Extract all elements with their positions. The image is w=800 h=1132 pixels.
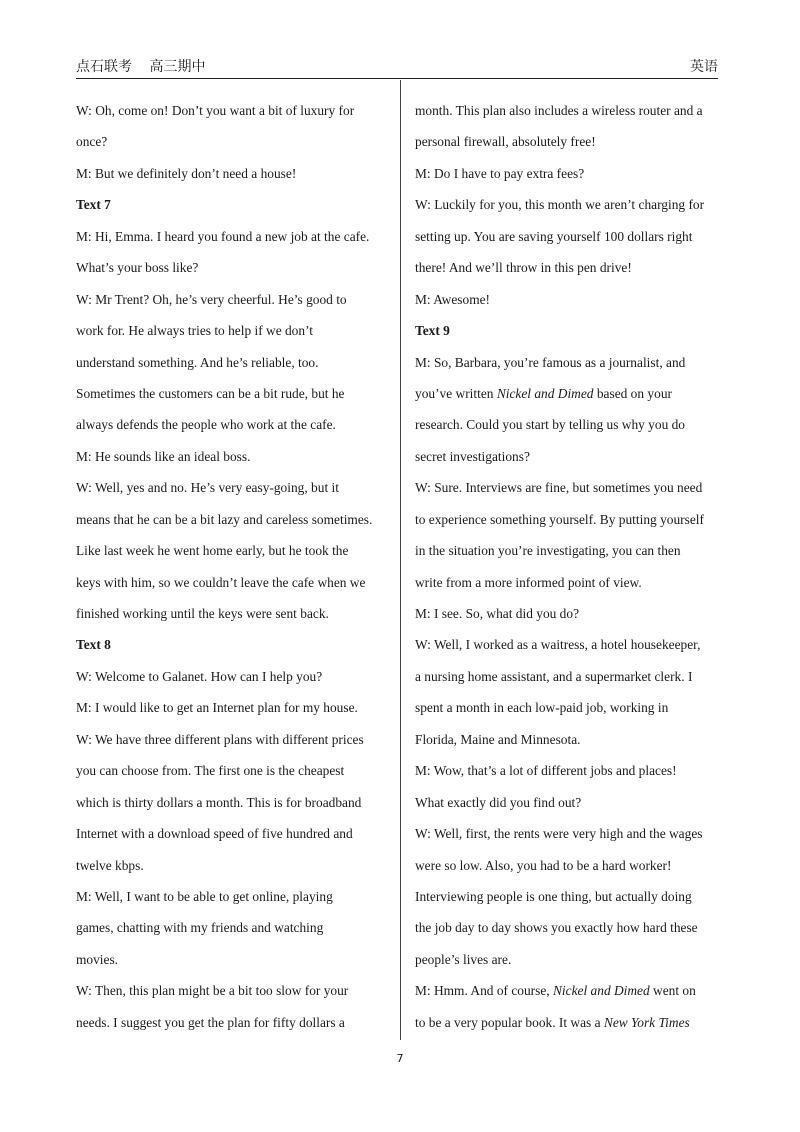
text-line: W: Well, yes and no. He’s very easy-going, but it: [76, 480, 339, 496]
text-line: W: Sure. Interviews are fine, but sometimes you need: [415, 480, 703, 496]
text-line: month. This plan also includes a wireless router and a: [415, 103, 703, 118]
text-line: spent a month in each low-paid job, working in: [415, 700, 669, 716]
page-number: 7: [396, 1052, 404, 1065]
text-line: always defends the people who work at the cafe.: [76, 417, 336, 433]
text-line: [415, 975, 725, 1006]
section-heading: Text 9: [415, 323, 450, 339]
text-line: needs. I suggest you get the plan for fifty dollars a: [76, 1014, 345, 1030]
text-line: W: Luckily for you, this month we aren’t charging for: [415, 197, 705, 213]
text-line: finished working until the keys were sent back.: [76, 606, 329, 621]
text-line: Interviewing people is one thing, but actually doing: [415, 888, 692, 904]
section-heading: Text 8: [76, 637, 111, 653]
right-column: [415, 95, 725, 1038]
text-line: you can choose from. The first one is the cheapest: [76, 763, 345, 779]
page-header: [76, 58, 718, 79]
text-line: in the situation you’re investigating, you can then: [415, 543, 681, 559]
text-line: W: Then, this plan might be a bit too slow for your: [76, 983, 349, 999]
text-line: M: He sounds like an ideal boss.: [76, 448, 251, 464]
text-line: Internet with a download speed of five hundred and: [76, 826, 353, 842]
text-line: twelve kbps.: [76, 857, 144, 873]
text-line: W: Welcome to Galanet. How can I help you?: [76, 668, 323, 684]
text-line: which is thirty dollars a month. This is for broadband: [76, 794, 362, 810]
text-line: W: Mr Trent? Oh, he’s very cheerful. He’s good to: [76, 291, 347, 307]
header-subject: 英语: [690, 60, 718, 75]
text-line: were so low. Also, you had to be a hard worker!: [415, 857, 672, 873]
text-line: W: We have three different plans with different prices: [76, 731, 364, 747]
section-heading: Text 7: [76, 197, 111, 213]
text-line: write from a more informed point of view.: [415, 574, 642, 590]
text-line: M: But we definitely don’t need a house!: [76, 165, 297, 181]
text-line: M: So, Barbara, you’re famous as a journalist, and: [415, 354, 686, 370]
text-line: Florida, Maine and Minnesota.: [415, 731, 581, 747]
left-column: [76, 95, 394, 1038]
text-line: keys with him, so we couldn’t leave the cafe when we: [76, 574, 366, 590]
text-line: Like last week he went home early, but he took the: [76, 543, 349, 559]
text-line: work for. He always tries to help if we don’t: [76, 323, 314, 339]
text-line: setting up. You are saving yourself 100 dollars right: [415, 228, 693, 244]
text-line: movies.: [76, 951, 119, 967]
text-line: M: I would like to get an Internet plan for my house.: [76, 700, 358, 716]
book-title: New York Times: [603, 1014, 690, 1030]
text-line: W: Well, first, the rents were very high and the wages: [415, 826, 703, 842]
text-line: research. Could you start by telling us why you do: [415, 417, 686, 433]
text-line: M: Wow, that’s a lot of different jobs and places!: [415, 763, 677, 779]
text-line: understand something. And he’s reliable, too.: [76, 354, 319, 370]
header-left: [76, 58, 206, 78]
text-line: there! And we’ll throw in this pen drive!: [415, 260, 632, 276]
text-line: W: Well, I worked as a waitress, a hotel housekeeper,: [415, 637, 701, 653]
text-fragment: based on your: [593, 385, 672, 401]
text-line: M: Awesome!: [415, 291, 491, 307]
text-line: M: Do I have to pay extra fees?: [415, 165, 585, 181]
text-line: games, chatting with my friends and watching: [76, 920, 324, 936]
text-fragment: went on: [649, 983, 696, 999]
text-line: W: Oh, come on! Don’t you want a bit of luxury for: [76, 103, 355, 118]
header-exam: 高三期中: [149, 60, 206, 75]
text-line: a nursing home assistant, and a supermarket clerk. I: [415, 668, 693, 684]
text-line: secret investigations?: [415, 448, 530, 464]
text-fragment: to be a very popular book. It was a: [415, 1014, 604, 1030]
text-line: means that he can be a bit lazy and careless sometimes.: [76, 511, 373, 527]
text-line: the job day to day shows you exactly how hard these: [415, 920, 698, 936]
text-line: [415, 378, 725, 409]
text-line: once?: [76, 134, 108, 150]
text-line: What exactly did you find out?: [415, 794, 582, 810]
text-line: M: I see. So, what did you do?: [415, 606, 580, 621]
column-divider: [400, 80, 401, 1040]
header-org: 点石联考: [76, 60, 132, 75]
text-line: to experience something yourself. By putting yourself: [415, 511, 704, 527]
book-title: Nickel and Dimed: [553, 983, 650, 999]
book-title: Nickel and Dimed: [496, 385, 594, 401]
text-line: M: Well, I want to be able to get online, playing: [76, 888, 333, 904]
text-line: personal firewall, absolutely free!: [415, 134, 596, 150]
text-line: M: Hi, Emma. I heard you found a new job at the cafe.: [76, 228, 370, 244]
text-fragment: M: Hmm. And of course,: [415, 983, 553, 999]
text-line: [415, 1007, 725, 1038]
text-line: Sometimes the customers can be a bit rude, but he: [76, 385, 345, 401]
text-fragment: you’ve written: [415, 385, 497, 401]
text-line: What’s your boss like?: [76, 260, 199, 276]
text-line: people’s lives are.: [415, 951, 512, 967]
